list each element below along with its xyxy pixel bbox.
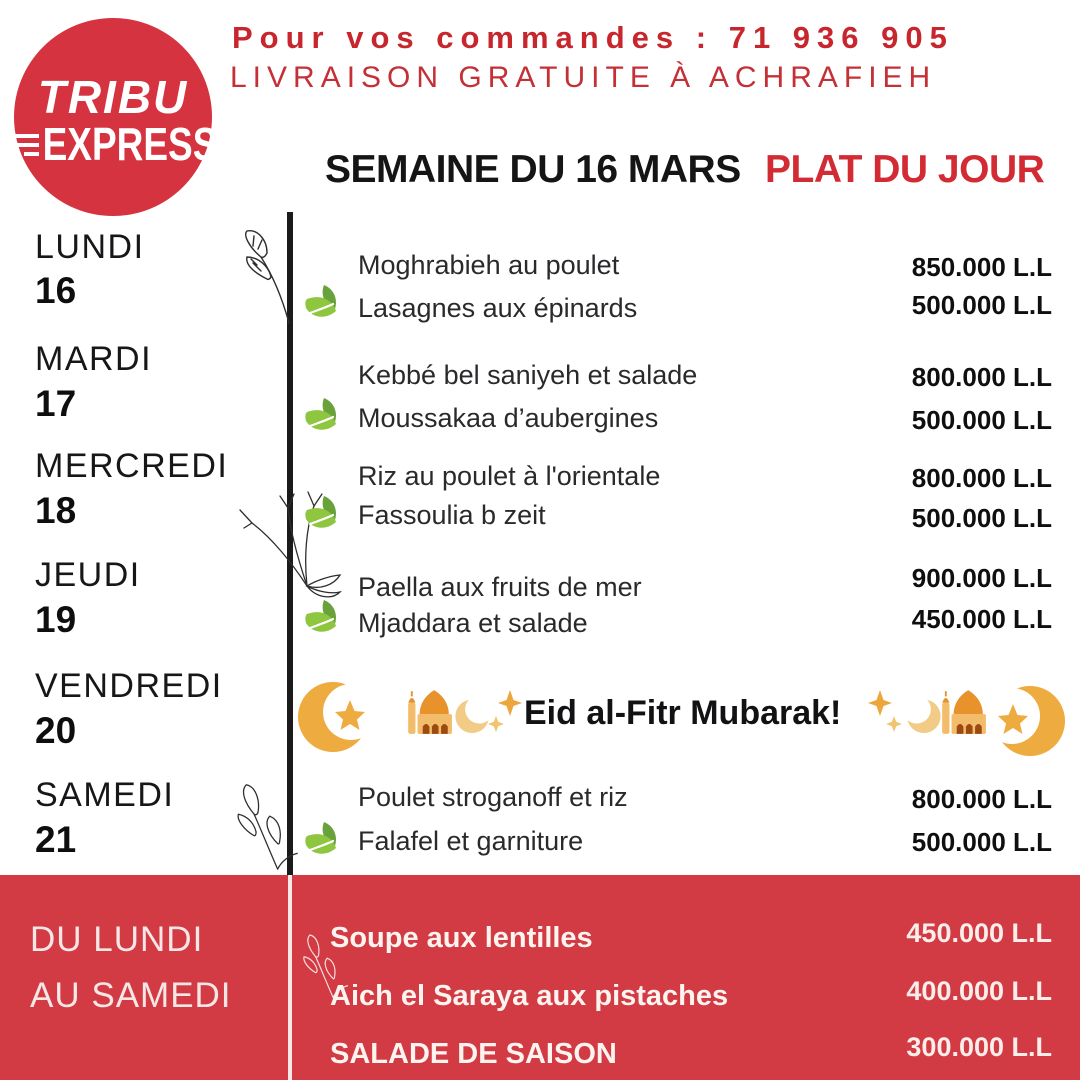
footer-period-line2: AU SAMEDI: [30, 976, 232, 1015]
sparkles-icon-left: [488, 688, 524, 734]
dish-name: Falafel et garniture: [358, 826, 584, 856]
footer-item-price: 400.000 L.L: [906, 976, 1052, 1006]
free-delivery-line: LIVRAISON GRATUITE À ACHRAFIEH: [230, 61, 937, 94]
eid-greeting-text: Eid al-Fitr Mubarak!: [524, 694, 842, 732]
footer-item-price: 450.000 L.L: [906, 918, 1052, 948]
mosque-icon: [938, 688, 988, 736]
sparkles-icon-right: [866, 688, 902, 734]
day-label-samedi: SAMEDI: [35, 776, 175, 814]
day-label-vendredi: VENDREDI: [35, 667, 223, 705]
dish-price: 800.000 L.L: [911, 784, 1052, 814]
day-date-21: 21: [35, 819, 77, 860]
day-date-19: 19: [35, 599, 77, 640]
dish-price: 500.000 L.L: [911, 827, 1052, 857]
dish-price: 500.000 L.L: [911, 290, 1052, 320]
dish-price: 850.000 L.L: [911, 252, 1052, 282]
footer-item-name: SALADE DE SAISON: [330, 1038, 617, 1070]
dish-name: Kebbé bel saniyeh et salade: [358, 360, 698, 390]
dish-price: 800.000 L.L: [911, 362, 1052, 392]
day-date-16: 16: [35, 270, 77, 311]
day-date-18: 18: [35, 490, 77, 531]
week-title: SEMAINE DU 16 MARS: [325, 148, 741, 191]
crescent-star-icon-right: [988, 678, 1066, 762]
branch-sketch-bottom: [220, 775, 300, 873]
dish-name: Paella aux fruits de mer: [358, 572, 642, 602]
orders-phone-line: Pour vos commandes : 71 936 905: [232, 20, 954, 55]
dish-name: Moghrabieh au poulet: [358, 250, 620, 280]
vegetarian-leaf-icon: [300, 396, 340, 436]
dish-price: 800.000 L.L: [911, 463, 1052, 493]
dish-price: 500.000 L.L: [911, 405, 1052, 435]
footer-item-name: Soupe aux lentilles: [330, 922, 593, 954]
branch-sketch-middle: [222, 468, 342, 608]
mosque-icon: [404, 688, 454, 736]
speed-lines-icon: [9, 134, 39, 156]
day-label-jeudi: JEUDI: [35, 556, 141, 594]
dish-price: 500.000 L.L: [911, 503, 1052, 533]
day-date-17: 17: [35, 383, 77, 424]
day-label-lundi: LUNDI: [35, 228, 145, 266]
dish-name: Fassoulia b zeit: [358, 500, 546, 530]
leaf-sketch-top: [237, 227, 307, 327]
dish-price: 450.000 L.L: [911, 604, 1052, 634]
dish-name: Mjaddara et salade: [358, 608, 588, 638]
footer-period-line1: DU LUNDI: [30, 920, 204, 959]
vegetarian-leaf-icon: [300, 494, 340, 534]
brand-name-bottom: EXPRESS: [42, 118, 218, 170]
vegetarian-leaf-icon: [300, 283, 340, 323]
brand-logo: [14, 18, 218, 216]
vegetarian-leaf-icon: [300, 598, 340, 638]
day-date-20: 20: [35, 710, 77, 751]
footer-item-price: 300.000 L.L: [906, 1032, 1052, 1062]
day-label-mercredi: MERCREDI: [35, 447, 229, 485]
footer-item-name: Aich el Saraya aux pistaches: [330, 980, 729, 1012]
vegetarian-leaf-icon: [300, 820, 340, 860]
dish-name: Moussakaa d’aubergines: [358, 403, 659, 433]
plat-du-jour-title: PLAT DU JOUR: [765, 148, 1045, 191]
day-label-mardi: MARDI: [35, 340, 153, 378]
dish-name: Poulet stroganoff et riz: [358, 782, 628, 812]
dish-name: Lasagnes aux épinards: [358, 293, 638, 323]
dish-name: Riz au poulet à l'orientale: [358, 461, 661, 491]
dish-price: 900.000 L.L: [911, 563, 1052, 593]
brand-name-top: TRIBU: [37, 71, 189, 123]
crescent-star-icon-left: [297, 674, 375, 758]
